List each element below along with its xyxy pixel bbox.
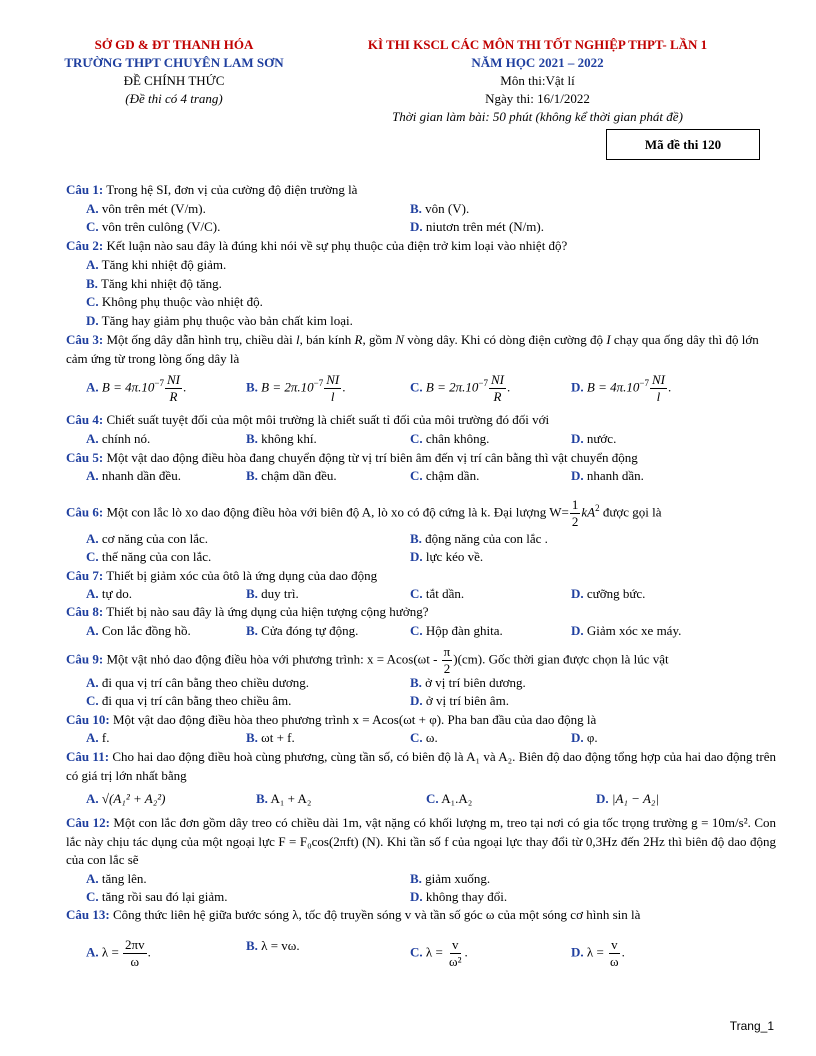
q4-option-a[interactable] bbox=[86, 430, 150, 448]
formula-fraction bbox=[570, 497, 581, 530]
symbol-r: R bbox=[354, 332, 363, 347]
option-letter: D. bbox=[410, 693, 423, 708]
option-text: không khí. bbox=[261, 431, 317, 446]
question-text: Thiết bị nào sau đây là ứng dụng của hiện tượng cộng hưởng? bbox=[103, 604, 429, 619]
q7-option-d[interactable] bbox=[571, 585, 645, 603]
option-text: vôn (V). bbox=[425, 201, 470, 216]
option-letter: A. bbox=[86, 586, 99, 601]
q2-option-c[interactable] bbox=[86, 293, 263, 311]
option-text: tăng rồi sau đó lại giảm. bbox=[101, 889, 228, 904]
option-text: Tăng khi nhiệt độ tăng. bbox=[100, 276, 222, 291]
option-text: Tăng khi nhiệt độ giảm. bbox=[101, 257, 227, 272]
option-text: |A₁ − A₂| bbox=[611, 791, 659, 806]
formula-lhs: λ = bbox=[425, 944, 447, 960]
formula-fraction bbox=[165, 372, 182, 405]
option-text: Cửa đóng tự động. bbox=[261, 623, 359, 638]
option-text: giảm xuống. bbox=[425, 871, 491, 886]
q10-option-a[interactable] bbox=[86, 729, 109, 747]
option-letter: A. bbox=[86, 730, 99, 745]
denominator: ω² bbox=[449, 954, 462, 969]
q3-option-c[interactable]: C. $B = 2\pi.10^{-7}$ $\frac{NI}{R}$ . bbox=[410, 372, 511, 404]
question-label: Câu 13: bbox=[66, 907, 110, 922]
option-text: nhanh dần đều. bbox=[101, 468, 181, 483]
option-text: A₁ + A₂ bbox=[270, 791, 312, 806]
option-letter: C. bbox=[410, 586, 423, 601]
option-text: vôn trên mét (V/m). bbox=[101, 201, 206, 216]
question-text: )(cm). Gốc thời gian được chọn là lúc vật bbox=[453, 651, 669, 667]
option-letter: B. bbox=[246, 431, 258, 446]
q5-option-b[interactable] bbox=[246, 467, 337, 485]
option-letter: C. bbox=[86, 549, 99, 564]
option-text: Giảm xóc xe máy. bbox=[586, 623, 682, 638]
q6-option-d[interactable] bbox=[410, 548, 483, 566]
option-letter: D. bbox=[571, 586, 584, 601]
option-text: đi qua vị trí cân bằng theo chiều dương. bbox=[101, 675, 309, 690]
option-text: Con lắc đồng hồ. bbox=[101, 623, 191, 638]
option-letter: B. bbox=[246, 938, 258, 953]
q4-option-c[interactable] bbox=[410, 430, 489, 448]
option-text: tự do. bbox=[101, 586, 133, 601]
question-label: Câu 7: bbox=[66, 568, 104, 583]
option-letter: D. bbox=[571, 623, 584, 638]
option-letter: C. bbox=[410, 730, 423, 745]
formula-fraction bbox=[608, 937, 621, 970]
option-letter: B. bbox=[246, 379, 258, 395]
symbol-i: I bbox=[606, 332, 611, 347]
numerator: π bbox=[443, 644, 451, 659]
question-text: Một vật dao động điều hòa đang chuyển động từ vị trí biên âm đến vị trí cân bằng thì vật chuyển động bbox=[103, 450, 638, 465]
formula-fraction bbox=[442, 644, 453, 677]
question-text: , bán kính bbox=[299, 332, 355, 347]
q2-option-d[interactable] bbox=[86, 312, 353, 330]
option-text: tăng lên. bbox=[101, 871, 147, 886]
question-text: vòng dây. Khi có dòng điện cường độ bbox=[404, 332, 607, 347]
option-letter: C. bbox=[86, 889, 99, 904]
question-label: Câu 8: bbox=[66, 604, 104, 619]
q5-option-a[interactable] bbox=[86, 467, 181, 485]
formula-exponent: −7 bbox=[313, 378, 324, 389]
q13-option-d[interactable]: D. λ = $\frac{v}{\omega}$ . bbox=[571, 937, 625, 969]
option-letter: A. bbox=[86, 675, 99, 690]
question-7 bbox=[66, 567, 776, 586]
question-text: chạy qua ống dây thì độ lớn cảm ứng từ trong lòng ống dây là bbox=[66, 332, 759, 366]
q3-option-b[interactable]: B. $B = 2\pi.10^{-7}$ $\frac{NI}{l}$ . bbox=[246, 372, 346, 404]
q13-option-c[interactable]: C. λ = $\frac{v}{\text{ω²}}$ . bbox=[410, 937, 468, 969]
header-left bbox=[40, 36, 308, 108]
option-letter: A. bbox=[86, 944, 99, 960]
option-letter: C. bbox=[410, 944, 423, 960]
question-label: Câu 11: bbox=[66, 749, 110, 764]
option-text: ở vị trí biên âm. bbox=[425, 693, 509, 708]
q7-option-a[interactable] bbox=[86, 585, 132, 603]
denominator: R bbox=[493, 389, 502, 404]
question-text: Công thức liên hệ giữa bước sóng λ, tốc độ truyền sóng v và tần số góc ω của một sóng cơ hình sin là bbox=[109, 907, 641, 922]
symbol-l: l bbox=[296, 332, 300, 347]
formula-exponent: −7 bbox=[478, 378, 488, 389]
page-footer: Trang_1 bbox=[729, 1019, 774, 1033]
q8-option-d[interactable] bbox=[571, 622, 681, 640]
denominator: R bbox=[169, 389, 178, 404]
option-text: duy trì. bbox=[261, 586, 299, 601]
q5-option-c[interactable] bbox=[410, 467, 479, 485]
option-text: niutơn trên mét (N/m). bbox=[425, 219, 544, 234]
option-text: Không phụ thuộc vào nhiệt độ. bbox=[101, 294, 263, 309]
denominator: ω bbox=[130, 954, 140, 969]
q11-option-a[interactable] bbox=[86, 790, 165, 808]
formula-term: kA bbox=[581, 504, 596, 520]
question-2 bbox=[66, 237, 776, 256]
option-text: chậm dần đều. bbox=[261, 468, 337, 483]
option-letter: C. bbox=[410, 379, 423, 395]
q9-option-d[interactable] bbox=[410, 692, 509, 710]
formula-fraction bbox=[650, 372, 667, 405]
question-3 bbox=[66, 331, 776, 368]
option-text: đi qua vị trí cân bằng theo chiều âm. bbox=[101, 693, 292, 708]
header-right bbox=[335, 36, 740, 126]
numerator: NI bbox=[651, 372, 665, 387]
option-text: lực kéo về. bbox=[425, 549, 484, 564]
option-letter: D. bbox=[410, 549, 423, 564]
q1-option-a[interactable] bbox=[86, 200, 206, 218]
formula-lhs: B = 2π.10 bbox=[261, 379, 314, 395]
question-6 bbox=[66, 497, 776, 530]
q12-option-b[interactable] bbox=[410, 870, 490, 888]
option-letter: C. bbox=[410, 431, 423, 446]
option-letter: B. bbox=[246, 468, 258, 483]
option-text: tắt dần. bbox=[425, 586, 465, 601]
question-text: Một con lắc đơn gồm dây treo có chiều dài 1m, vật nặng có khối lượng m, treo tại nơi có gia tốc trọng trường g = 10m/s². Con lắc này chịu tác dụng của một ngoại lực F = F₀cos(2πft) (N). Khi tần số f của ngoại lực thay đổi từ 0,3Hz đến 2Hz thì biên độ dao động của con lắc sẽ bbox=[66, 815, 776, 867]
question-label: Câu 12: bbox=[66, 815, 110, 830]
formula-exponent: 2 bbox=[595, 503, 600, 514]
school-year: NĂM HỌC 2021 – 2022 bbox=[471, 55, 604, 70]
option-text: chân không. bbox=[425, 431, 490, 446]
formula-fraction bbox=[447, 937, 463, 970]
question-text: Kết luận nào sau đây là đúng khi nói về sự phụ thuộc của điện trở kim loại vào nhiệt độ? bbox=[103, 238, 568, 253]
question-text: Một vật dao động điều hòa theo phương trình x = Acos(ωt + φ). Pha ban đầu của dao động là bbox=[109, 712, 597, 727]
option-text: √(A₁² + A₂²) bbox=[101, 791, 166, 806]
q11-option-b[interactable] bbox=[256, 790, 311, 808]
option-letter: D. bbox=[410, 889, 423, 904]
question-label: Câu 4: bbox=[66, 412, 104, 427]
question-10 bbox=[66, 711, 776, 730]
option-letter: C. bbox=[410, 468, 423, 483]
formula-lhs: B = 4π.10 bbox=[101, 379, 155, 395]
option-letter: D. bbox=[571, 468, 584, 483]
question-label: Câu 6: bbox=[66, 504, 104, 520]
question-5 bbox=[66, 449, 776, 468]
option-text: nhanh dần. bbox=[586, 468, 644, 483]
q10-option-d[interactable] bbox=[571, 729, 598, 747]
numerator: v bbox=[452, 937, 459, 952]
exam-date: Ngày thi: 16/1/2022 bbox=[485, 91, 590, 106]
question-1 bbox=[66, 181, 776, 200]
denominator: l bbox=[330, 389, 335, 404]
option-letter: B. bbox=[410, 201, 422, 216]
q12-option-a[interactable] bbox=[86, 870, 147, 888]
option-letter: C. bbox=[410, 623, 423, 638]
q9-option-c[interactable] bbox=[86, 692, 291, 710]
exam-duration: Thời gian làm bài: 50 phút (không kể thời gian phát đề) bbox=[392, 109, 683, 124]
question-8 bbox=[66, 603, 776, 622]
q4-option-b[interactable] bbox=[246, 430, 317, 448]
formula-fraction bbox=[489, 372, 506, 405]
option-letter: A. bbox=[86, 379, 99, 395]
q11-option-d[interactable] bbox=[596, 790, 659, 808]
option-text: A₁.A₂ bbox=[441, 791, 473, 806]
option-text: ωt + f. bbox=[261, 730, 295, 745]
option-text: chính nó. bbox=[101, 431, 151, 446]
q6-option-c[interactable] bbox=[86, 548, 211, 566]
question-label: Câu 2: bbox=[66, 238, 104, 253]
question-text: Một ống dây dẫn hình trụ, chiều dài bbox=[103, 332, 297, 347]
denominator: 2 bbox=[443, 661, 451, 676]
denominator: l bbox=[656, 389, 661, 404]
q12-option-c[interactable] bbox=[86, 888, 228, 906]
question-text: được gọi là bbox=[599, 504, 662, 520]
option-letter: A. bbox=[86, 791, 99, 806]
option-letter: B. bbox=[410, 531, 422, 546]
formula-exponent: −7 bbox=[154, 378, 164, 389]
school-name: TRƯỜNG THPT CHUYÊN LAM SƠN bbox=[64, 55, 284, 70]
option-text: động năng của con lắc . bbox=[425, 531, 548, 546]
question-text: Thiết bị giảm xóc của ôtô là ứng dụng của dao động bbox=[103, 568, 378, 583]
option-text: ω. bbox=[425, 730, 438, 745]
q1-option-c[interactable] bbox=[86, 218, 220, 236]
question-text: Một vật nhỏ dao động điều hòa với phương trình: x = Acos(ωt - bbox=[103, 651, 441, 667]
formula-lhs: λ = bbox=[101, 944, 123, 960]
formula-lhs: B = 2π.10 bbox=[425, 379, 479, 395]
subject: Môn thi:Vật lí bbox=[500, 73, 575, 88]
question-12 bbox=[66, 814, 776, 870]
q11-option-c[interactable] bbox=[426, 790, 472, 808]
q12-option-d[interactable] bbox=[410, 888, 507, 906]
q6-option-a[interactable] bbox=[86, 530, 208, 548]
numerator: NI bbox=[326, 372, 340, 387]
q9-option-b[interactable] bbox=[410, 674, 526, 692]
question-13 bbox=[66, 906, 776, 925]
symbol-n: N bbox=[395, 332, 405, 347]
question-text: Cho hai dao động điều hoà cùng phương, cùng tần số, có biên độ là A₁ và A₂. Biên độ dao động tổng hợp của hai dao động trên có giá trị lớn nhất bằng bbox=[66, 749, 776, 783]
formula-lhs: B = 4π.10 bbox=[586, 379, 640, 395]
question-label: Câu 5: bbox=[66, 450, 104, 465]
option-letter: C. bbox=[86, 693, 99, 708]
q1-option-d[interactable] bbox=[410, 218, 544, 236]
question-label: Câu 3: bbox=[66, 332, 104, 347]
q1-option-b[interactable] bbox=[410, 200, 469, 218]
question-text: , gồm bbox=[362, 332, 396, 347]
exam-title: KÌ THI KSCL CÁC MÔN THI TỐT NGHIỆP THPT- LẦN 1 bbox=[367, 37, 708, 52]
exam-code-box bbox=[606, 129, 760, 160]
exam-code: Mã đề thi 120 bbox=[644, 136, 722, 152]
option-letter: A. bbox=[86, 623, 99, 638]
question-label: Câu 1: bbox=[66, 182, 104, 197]
numerator: 2πv bbox=[125, 937, 145, 952]
option-text: Hộp đàn ghita. bbox=[425, 623, 503, 638]
question-text: Trong hệ SI, đơn vị của cường độ điện trường là bbox=[103, 182, 358, 197]
q7-option-c[interactable] bbox=[410, 585, 464, 603]
option-letter: A. bbox=[86, 431, 99, 446]
option-letter: B. bbox=[410, 871, 422, 886]
option-letter: D. bbox=[571, 730, 584, 745]
q7-option-b[interactable] bbox=[246, 585, 299, 603]
q5-option-d[interactable] bbox=[571, 467, 644, 485]
option-text: Tăng hay giảm phụ thuộc vào bản chất kim loại. bbox=[101, 313, 353, 328]
denominator: ω bbox=[610, 954, 619, 969]
option-text: nước. bbox=[586, 431, 617, 446]
numerator: v bbox=[611, 937, 618, 952]
option-letter: A. bbox=[86, 201, 99, 216]
q13-option-a[interactable]: A. λ = $\frac{2\pi v}{\omega}$ . bbox=[86, 937, 151, 969]
formula-lhs: λ = vω. bbox=[261, 938, 300, 953]
numerator: 1 bbox=[571, 497, 579, 512]
option-text: không thay đổi. bbox=[425, 889, 508, 904]
option-letter: D. bbox=[571, 944, 584, 960]
question-label: Câu 9: bbox=[66, 651, 104, 667]
q8-option-a[interactable] bbox=[86, 622, 191, 640]
option-letter: D. bbox=[571, 431, 584, 446]
option-text: chậm dần. bbox=[425, 468, 480, 483]
option-letter: B. bbox=[246, 730, 258, 745]
option-letter: B. bbox=[86, 276, 98, 291]
question-9 bbox=[66, 644, 776, 677]
option-text: thế năng của con lắc. bbox=[101, 549, 212, 564]
q13-option-b[interactable] bbox=[246, 937, 300, 955]
q3-option-d[interactable]: D. $B = 4\pi.10^{-7}$ $\frac{NI}{l}$ . bbox=[571, 372, 672, 404]
option-letter: A. bbox=[86, 257, 99, 272]
option-text: cưỡng bức. bbox=[586, 586, 646, 601]
option-letter: C. bbox=[426, 791, 439, 806]
q8-option-c[interactable] bbox=[410, 622, 503, 640]
option-letter: C. bbox=[86, 294, 99, 309]
option-letter: D. bbox=[86, 313, 99, 328]
formula-fraction bbox=[123, 937, 147, 970]
option-letter: D. bbox=[410, 219, 423, 234]
question-4 bbox=[66, 411, 776, 430]
option-letter: A. bbox=[86, 871, 99, 886]
q9-option-a[interactable] bbox=[86, 674, 309, 692]
q6-option-b[interactable] bbox=[410, 530, 548, 548]
denominator: 2 bbox=[571, 514, 579, 529]
numerator: NI bbox=[490, 372, 504, 387]
formula-exponent: −7 bbox=[639, 378, 649, 389]
q2-option-b[interactable] bbox=[86, 275, 222, 293]
official-label: ĐỀ CHÍNH THỨC bbox=[123, 73, 225, 88]
numerator: NI bbox=[166, 372, 180, 387]
option-letter: D. bbox=[596, 791, 609, 806]
q2-option-a[interactable] bbox=[86, 256, 226, 274]
option-letter: C. bbox=[86, 219, 99, 234]
option-letter: B. bbox=[246, 623, 258, 638]
option-letter: B. bbox=[256, 791, 268, 806]
q3-option-a[interactable]: A. $B = 4\pi.10^{-7}$ $\frac{NI}{R}$ . bbox=[86, 372, 187, 404]
option-text: vôn trên culông (V/C). bbox=[101, 219, 221, 234]
q4-option-d[interactable] bbox=[571, 430, 616, 448]
option-text: φ. bbox=[586, 730, 598, 745]
formula-lhs: λ = bbox=[586, 944, 608, 960]
option-letter: B. bbox=[246, 586, 258, 601]
page-count-note: (Đề thi có 4 trang) bbox=[125, 91, 223, 106]
option-letter: B. bbox=[410, 675, 422, 690]
option-letter: A. bbox=[86, 531, 99, 546]
q10-option-b[interactable] bbox=[246, 729, 295, 747]
formula-fraction bbox=[324, 372, 341, 405]
department-name: SỞ GD & ĐT THANH HÓA bbox=[94, 37, 254, 52]
option-text: f. bbox=[101, 730, 110, 745]
question-text: Một con lắc lò xo dao động điều hòa với biên độ A, lò xo có độ cứng là k. Đại lượng W= bbox=[103, 504, 569, 520]
option-letter: A. bbox=[86, 468, 99, 483]
question-11 bbox=[66, 748, 776, 785]
option-letter: D. bbox=[571, 379, 584, 395]
question-text: Chiết suất tuyệt đối của một môi trường là chiết suất tỉ đối của môi trường đó đối với bbox=[103, 412, 550, 427]
q10-option-c[interactable] bbox=[410, 729, 438, 747]
option-text: cơ năng của con lắc. bbox=[101, 531, 209, 546]
q8-option-b[interactable] bbox=[246, 622, 358, 640]
question-label: Câu 10: bbox=[66, 712, 110, 727]
option-text: ở vị trí biên dương. bbox=[425, 675, 526, 690]
